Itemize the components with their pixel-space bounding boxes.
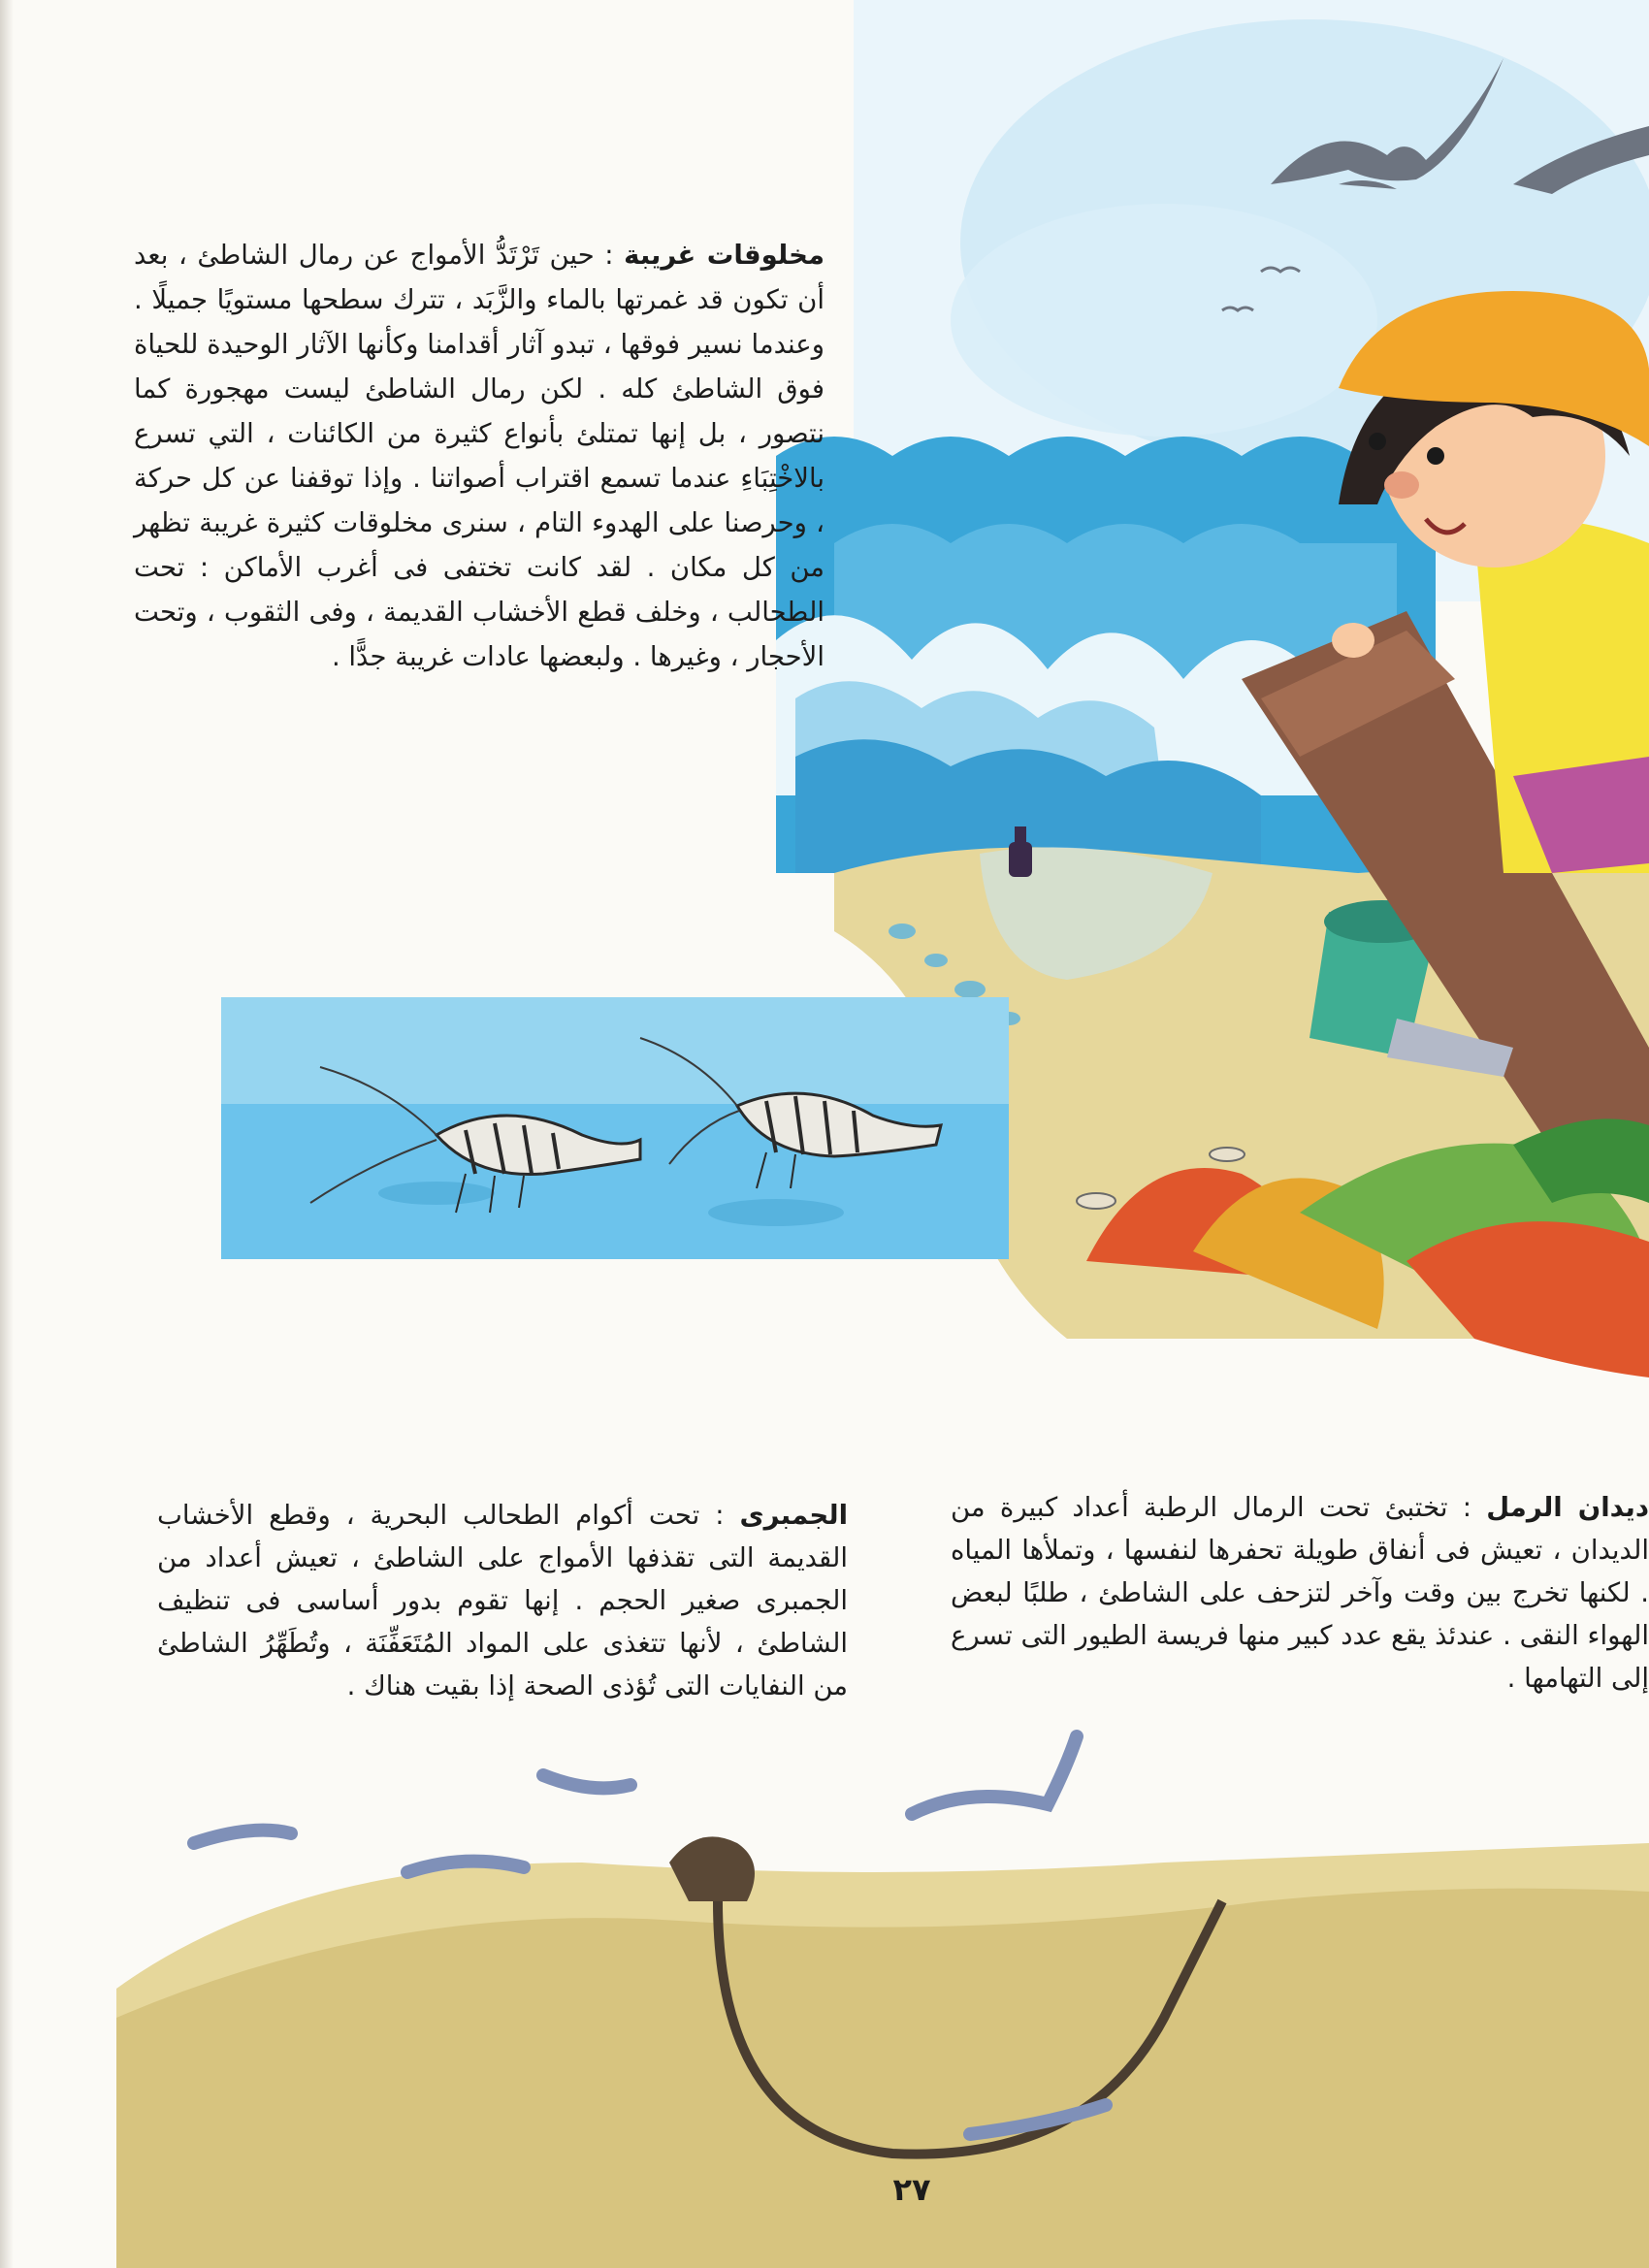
intro-heading: مخلوقات غريبة xyxy=(624,240,824,271)
worms-body: : تختبئ تحت الرمال الرطبة أعداد كبيرة من الديدان ، تعيش فى أنفاق طويلة تحفرها لنفسها ، وتملأها المياه . لكنها تخرج بين وقت وآخر لتزحف على الشاطئ ، طلبًا لبعض الهواء النقى . عندئذ يقع عدد كبير منها فريسة الطيور التى تسرع إلى التهامها . xyxy=(951,1492,1649,1694)
page-number: ٢٧ xyxy=(892,2171,931,2208)
intro-body: : حين تَرْتَدُّ الأمواج عن رمال الشاطئ ، بعد أن تكون قد غمرتها بالماء والزَّبَد ، تترك سطحها مستويًا جميلًا . وعندما نسير فوقها ، تبدو آثار أقدامنا وكأنها الآثار الوحيدة للحياة فوق الشاطئ كله . لكن رمال الشاطئ ليست مهجورة كما نتصور ، بل إنها تمتلئ بأنواع كثيرة من الكائنات ، التي تسرع بالاخْتِبَاءِ عندما تسمع اقتراب أصواتنا . وإذا توقفنا عن كل حركة ، وحرصنا على الهدوء التام ، سنرى مخلوقات كثيرة غريبة تظهر من كل مكان . لقد كانت تختفى فى أغرب الأماكن : تحت الطحالب ، وخلف قطع الأخشاب القديمة ، وفى الثقوب ، وتحت الأحجار ، وغيرها . ولبعضها عادات غريبة جدًّا . xyxy=(134,240,824,672)
shrimp-body: : تحت أكوام الطحالب البحرية ، وقطع الأخشاب القديمة التى تقذفها الأمواج على الشاطئ ، تعيش أعداد من الجمبرى صغير الحجم . إنها تقوم بدور أساسى فى تنظيف الشاطئ ، لأنها تتغذى على المواد المُتَعَفِّنَة ، وتُطَهِّرُ الشاطئ من النفايات التى تُؤذى الصحة إذا بقيت هناك . xyxy=(157,1500,848,1701)
worms-paragraph xyxy=(951,1486,1649,1700)
worms-heading: ديدان الرمل xyxy=(1486,1492,1649,1523)
intro-paragraph xyxy=(134,233,824,679)
shrimp-heading: الجمبرى xyxy=(739,1500,848,1531)
shrimp-paragraph xyxy=(157,1494,848,1707)
